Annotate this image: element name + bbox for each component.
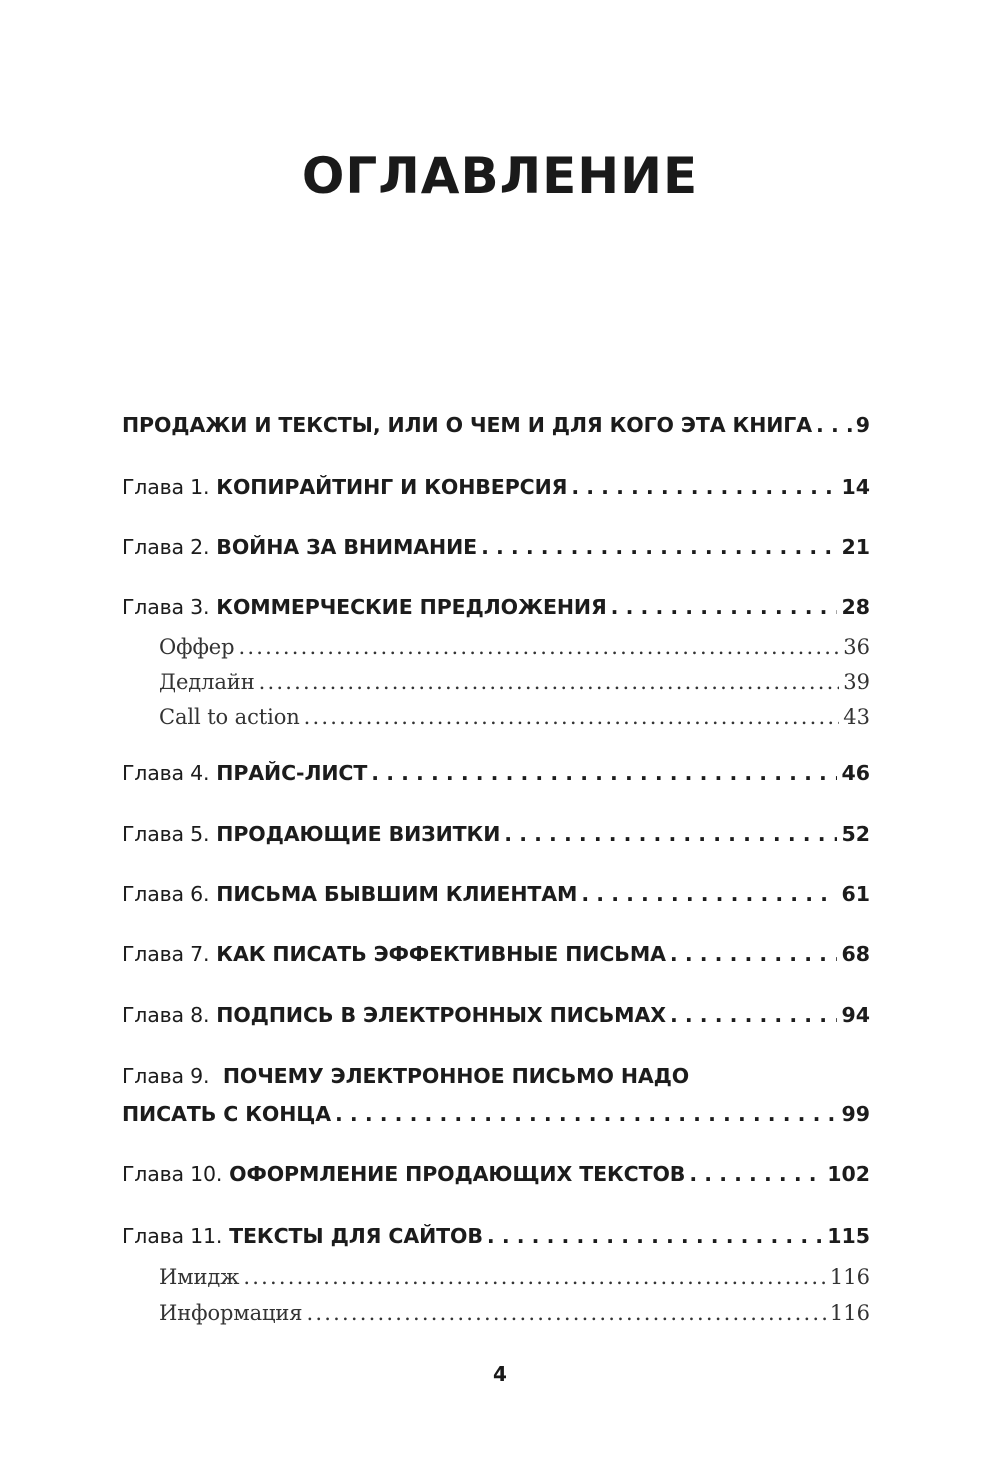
toc-entry-page: 102 — [827, 1162, 870, 1186]
toc-entry-title: ПИСЬМА БЫВШИМ КЛИЕНТАМ — [216, 882, 578, 906]
toc-entry-prefix: Глава 7. — [122, 942, 210, 966]
toc-subentry-deadline[interactable] — [122, 667, 870, 697]
toc-entry-chapter-2[interactable] — [122, 532, 870, 562]
toc-entry-title: ПОЧЕМУ ЭЛЕКТРОННОЕ ПИСЬМО НАДО — [222, 1064, 690, 1088]
page-title: ОГЛАВЛЕНИЕ — [301, 147, 699, 205]
toc-subentry-page: 36 — [843, 635, 870, 659]
dot-leader — [481, 532, 837, 562]
toc-entry-intro[interactable] — [122, 410, 870, 440]
toc-entry-title: ПРАЙС-ЛИСТ — [216, 761, 368, 785]
toc-entry-prefix: Глава 9. — [122, 1064, 210, 1088]
toc-subentry-title: Call to action — [159, 705, 300, 729]
toc-subentry-page: 116 — [829, 1265, 870, 1289]
dot-leader — [259, 667, 840, 697]
toc-entry-chapter-4[interactable] — [122, 758, 870, 788]
dot-leader — [335, 1099, 837, 1129]
toc-subentry-page: 116 — [829, 1301, 870, 1325]
toc-entry-prefix: Глава 2. — [122, 535, 210, 559]
toc-subentry-page: 39 — [843, 670, 870, 694]
toc-entry-chapter-11[interactable] — [122, 1221, 870, 1251]
dot-leader — [689, 1159, 823, 1189]
toc-entry-title: ПРОДАЖИ И ТЕКСТЫ, ИЛИ О ЧЕМ И ДЛЯ КОГО ЭТА КНИГА — [122, 413, 813, 437]
toc-entry-chapter-8[interactable] — [122, 1000, 870, 1030]
dot-leader — [611, 592, 838, 622]
toc-entry-title: ТЕКСТЫ ДЛЯ САЙТОВ — [229, 1224, 483, 1248]
toc-subentry-title: Имидж — [159, 1265, 240, 1289]
dot-leader — [487, 1221, 823, 1251]
toc-subentry-information[interactable] — [122, 1298, 870, 1328]
toc-entry-title: ПОДПИСЬ В ЭЛЕКТРОННЫХ ПИСЬМАХ — [216, 1003, 666, 1027]
dot-leader — [504, 819, 837, 849]
toc-entry-page: 52 — [841, 822, 870, 846]
dot-leader — [238, 632, 839, 662]
toc-entry-page: 14 — [841, 475, 870, 499]
toc-entry-prefix: Глава 3. — [122, 595, 210, 619]
dot-leader — [243, 1262, 826, 1292]
toc-entry-page: 46 — [841, 761, 870, 785]
toc-entry-title: ОФОРМЛЕНИЕ ПРОДАЮЩИХ ТЕКСТОВ — [229, 1162, 686, 1186]
dot-leader — [371, 758, 837, 788]
dot-leader — [581, 879, 837, 909]
toc-entry-chapter-3[interactable] — [122, 592, 870, 622]
dot-leader — [304, 702, 840, 732]
toc-entry-title: ПРОДАЮЩИЕ ВИЗИТКИ — [216, 822, 501, 846]
toc-entry-prefix: Глава 11. — [122, 1224, 223, 1248]
toc-entry-chapter-6[interactable] — [122, 879, 870, 909]
toc-entry-chapter-7[interactable] — [122, 939, 870, 969]
toc-entry-prefix: Глава 5. — [122, 822, 210, 846]
page-number: 4 — [493, 1362, 507, 1386]
toc-entry-page: 21 — [841, 535, 870, 559]
toc-entry-chapter-5[interactable] — [122, 819, 870, 849]
toc-entry-prefix: Глава 4. — [122, 761, 210, 785]
toc-entry-page: 9 — [855, 413, 870, 437]
toc-subentry-page: 43 — [843, 705, 870, 729]
toc-subentry-title: Информация — [159, 1301, 303, 1325]
dot-leader — [571, 472, 837, 502]
toc-entry-prefix: Глава 8. — [122, 1003, 210, 1027]
toc-entry-title-continued: ПИСАТЬ С КОНЦА — [122, 1102, 331, 1126]
toc-entry-title: КОММЕРЧЕСКИЕ ПРЕДЛОЖЕНИЯ — [216, 595, 607, 619]
toc-subentry-call-to-action[interactable] — [122, 702, 870, 732]
toc-entry-prefix: Глава 1. — [122, 475, 210, 499]
toc-subentry-image[interactable] — [122, 1262, 870, 1292]
dot-leader — [816, 410, 852, 440]
dot-leader — [670, 1000, 838, 1030]
toc-entry-page: 99 — [841, 1102, 870, 1126]
toc-entry-chapter-10[interactable] — [122, 1159, 870, 1189]
toc-entry-chapter-9[interactable] — [122, 1099, 870, 1129]
toc-entry-chapter-1[interactable] — [122, 472, 870, 502]
toc-entry-title: КАК ПИСАТЬ ЭФФЕКТИВНЫЕ ПИСЬМА — [216, 942, 666, 966]
dot-leader — [670, 939, 838, 969]
toc-entry-page: 94 — [841, 1003, 870, 1027]
toc-entry-page: 61 — [841, 882, 870, 906]
toc-subentry-title: Дедлайн — [159, 670, 255, 694]
toc-entry-prefix: Глава 6. — [122, 882, 210, 906]
dot-leader — [306, 1298, 825, 1328]
toc-entry-title: ВОЙНА ЗА ВНИМАНИЕ — [216, 535, 478, 559]
toc-subentry-offer[interactable] — [122, 632, 870, 662]
toc-entry-chapter-9-line1[interactable] — [122, 1061, 689, 1091]
toc-entry-title: КОПИРАЙТИНГ И КОНВЕРСИЯ — [216, 475, 568, 499]
toc-entry-page: 115 — [827, 1224, 870, 1248]
toc-entry-page: 68 — [841, 942, 870, 966]
toc-subentry-title: Оффер — [159, 635, 235, 659]
toc-entry-prefix: Глава 10. — [122, 1162, 223, 1186]
toc-entry-page: 28 — [841, 595, 870, 619]
